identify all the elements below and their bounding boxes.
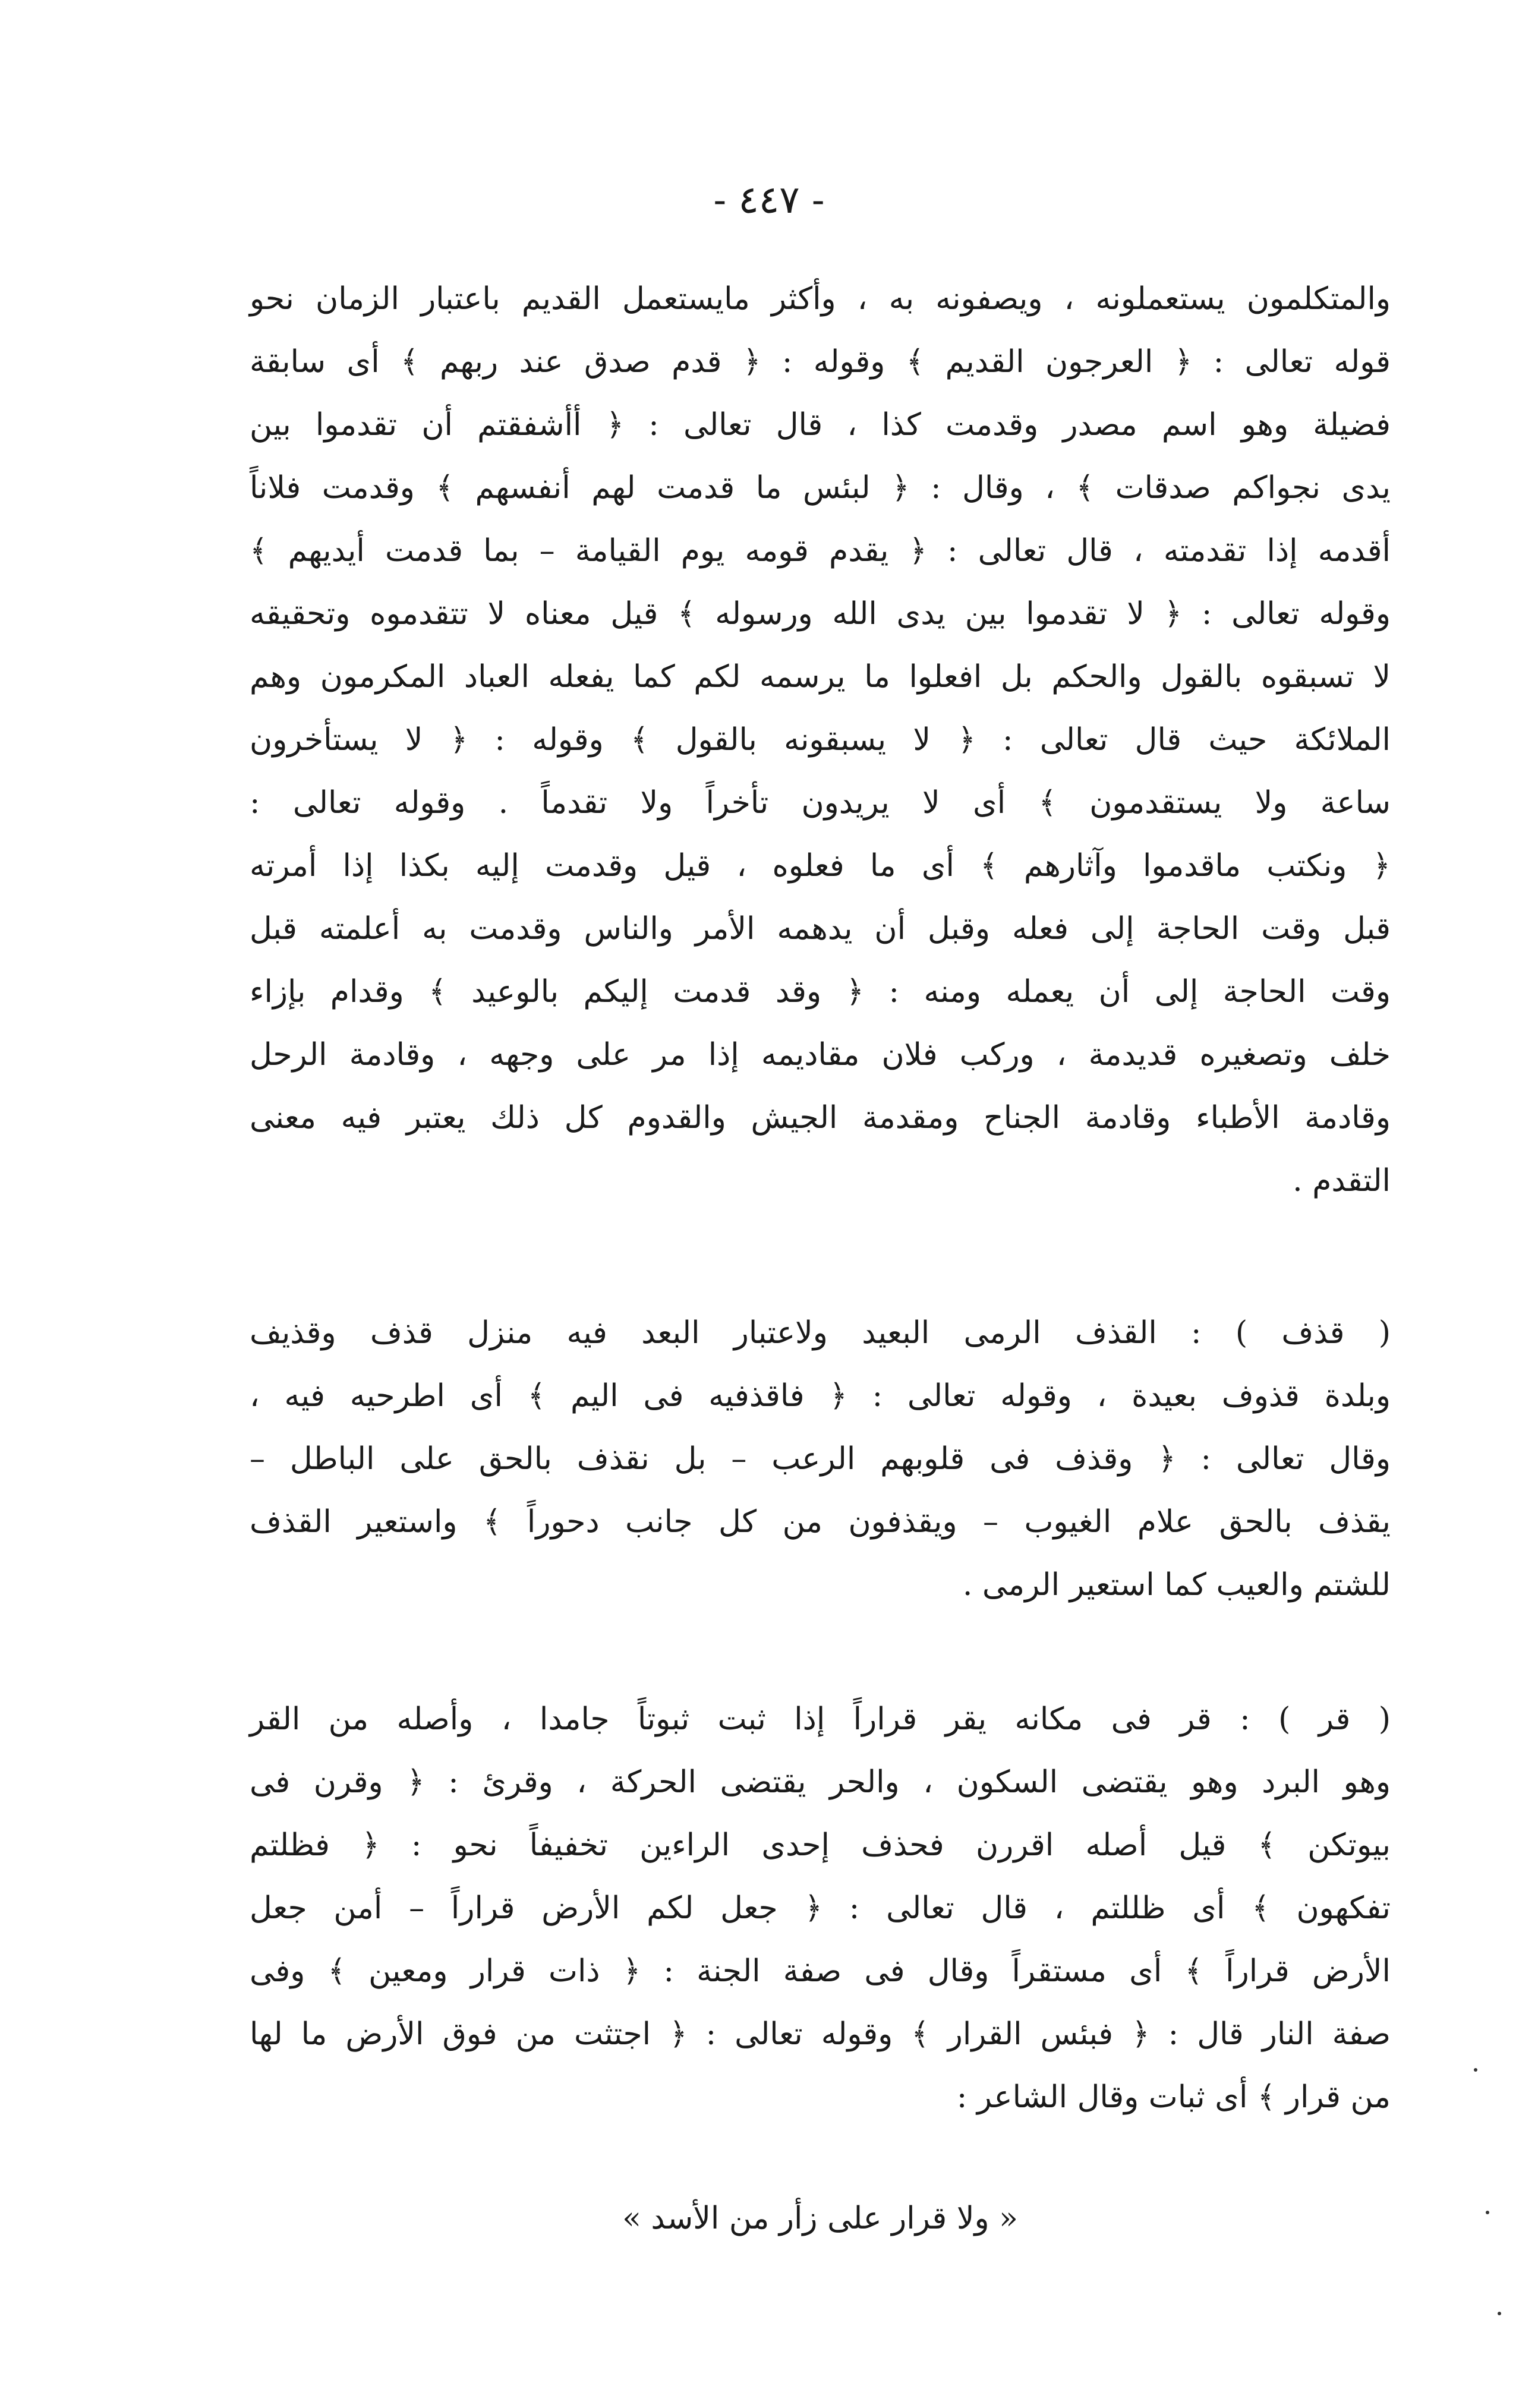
- text-line: فضيلة وهو اسم مصدر وقدمت كذا ، قال تعالى : ﴿ أأشفقتم أن تقدموا بين: [250, 407, 1391, 443]
- paragraph-qarr: [250, 1688, 1391, 2129]
- text-line: أقدمه إذا تقدمته ، قال تعالى : ﴿ يقدم قومه يوم القيامة – بما قدمت أيديهم ﴾: [250, 533, 1391, 569]
- text-line: وقال تعالى : ﴿ وقذف فى قلوبهم الرعب – بل نقذف بالحق على الباطل –: [250, 1441, 1391, 1477]
- text-line: يدى نجواكم صدقات ﴾ ، وقال : ﴿ لبئس ما قدمت لهم أنفسهم ﴾ وقدمت فلاناً: [250, 470, 1391, 506]
- text-line: التقدم .: [1293, 1163, 1391, 1199]
- poetry-verse: « ولا قرار على زأر من الأسد »: [622, 2201, 1018, 2236]
- paragraph-qadhf: [250, 1301, 1391, 1616]
- scan-speck: [1486, 2211, 1489, 2214]
- scan-speck: [1474, 2068, 1477, 2072]
- text-line: تفكهون ﴾ أى ظللتم ، قال تعالى : ﴿ جعل لكم الأرض قراراً – أمن جعل: [250, 1890, 1391, 1926]
- text-line: يقذف بالحق علام الغيوب – ويقذفون من كل جانب دحوراً ﴾ واستعير القذف: [250, 1504, 1391, 1540]
- text-line: من قرار ﴾ أى ثبات وقال الشاعر :: [956, 2079, 1391, 2115]
- text-line: وقوله تعالى : ﴿ لا تقدموا بين يدى الله ورسوله ﴾ قيل معناه لا تتقدموه وتحقيقه: [250, 596, 1391, 632]
- scan-speck: [1498, 2312, 1501, 2315]
- text-line: ( قر ) : قر فى مكانه يقر قراراً إذا ثبت ثبوتاً جامدا ، وأصله من القر: [250, 1701, 1391, 1737]
- paragraph-qadam-continuation: [250, 267, 1391, 1212]
- text-line: وقادمة الأطباء وقادمة الجناح ومقدمة الجيش والقدوم كل ذلك يعتبر فيه معنى: [250, 1100, 1391, 1136]
- text-line: وهو البرد وهو يقتضى السكون ، والحر يقتضى الحركة ، وقرئ : ﴿ وقرن فى: [250, 1764, 1391, 1800]
- text-line: وقت الحاجة إلى أن يعمله ومنه : ﴿ وقد قدمت إليكم بالوعيد ﴾ وقدام بإزاء: [250, 974, 1391, 1010]
- text-line: خلف وتصغيره قديدمة ، وركب فلان مقاديمه إذا مر على وجهه ، وقادمة الرحل: [250, 1037, 1391, 1073]
- text-line: وبلدة قذوف بعيدة ، وقوله تعالى : ﴿ فاقذفيه فى اليم ﴾ أى اطرحيه فيه ،: [250, 1378, 1391, 1414]
- text-line: والمتكلمون يستعملونه ، ويصفونه به ، وأكثر مايستعمل القديم باعتبار الزمان نحو: [250, 281, 1391, 317]
- page-number: - ٤٤٧ -: [713, 178, 825, 222]
- text-line: للشتم والعيب كما استعير الرمى .: [962, 1567, 1391, 1603]
- text-line: صفة النار قال : ﴿ فبئس القرار ﴾ وقوله تعالى : ﴿ اجتثت من فوق الأرض ما لها: [250, 2016, 1391, 2052]
- text-line: قوله تعالى : ﴿ العرجون القديم ﴾ وقوله : ﴿ قدم صدق عند ربهم ﴾ أى سابقة: [250, 344, 1391, 380]
- text-line: قبل وقت الحاجة إلى فعله وقبل أن يدهمه الأمر والناس وقدمت به أعلمته قبل: [250, 911, 1391, 947]
- text-line: الملائكة حيث قال تعالى : ﴿ لا يسبقونه بالقول ﴾ وقوله : ﴿ لا يستأخرون: [250, 722, 1391, 758]
- text-line: لا تسبقوه بالقول والحكم بل افعلوا ما يرسمه لكم كما يفعله العباد المكرمون وهم: [250, 659, 1391, 695]
- text-line: ( قذف ) : القذف الرمى البعيد ولاعتبار البعد فيه منزل قذف وقذيف: [250, 1315, 1391, 1351]
- text-line: ساعة ولا يستقدمون ﴾ أى لا يريدون تأخراً ولا تقدماً . وقوله تعالى :: [250, 785, 1391, 821]
- text-line: الأرض قراراً ﴾ أى مستقراً وقال فى صفة الجنة : ﴿ ذات قرار ومعين ﴾ وفى: [250, 1953, 1391, 1989]
- text-line: ﴿ ونكتب ماقدموا وآثارهم ﴾ أى ما فعلوه ، قيل وقدمت إليه بكذا إذا أمرته: [250, 848, 1391, 884]
- text-line: بيوتكن ﴾ قيل أصله اقررن فحذف إحدى الراءين تخفيفاً نحو : ﴿ فظلتم: [250, 1827, 1391, 1863]
